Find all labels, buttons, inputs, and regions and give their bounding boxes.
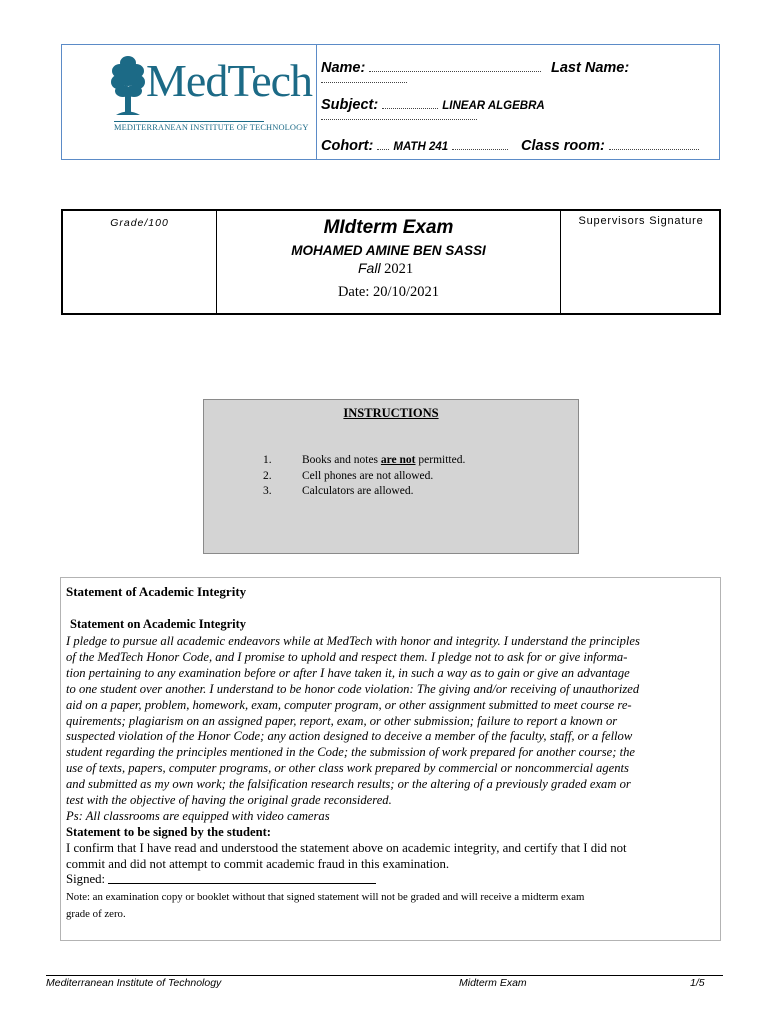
logo-wordmark: MedTech [146, 55, 313, 106]
medtech-logo [110, 53, 313, 139]
footer-doc-name: Midterm Exam [459, 977, 527, 989]
pledge-line: I pledge to pursue all academic endeavors while at MedTech with honor and integrity. I understand the principles [66, 634, 640, 648]
instructions-box [203, 399, 579, 554]
pledge-line: tion pertaining to any examination before or after I have taken it, in such a way as to gain or give an advantage [66, 665, 630, 680]
confirm-text [66, 840, 627, 872]
list-item: 1. Books and notes are not permitted. [263, 454, 466, 466]
classroom-field[interactable] [521, 138, 699, 154]
note-line: grade of zero. [66, 907, 126, 920]
pledge-line: to one student over another. I understand to be honor code violation: The giving and/or receiving of unauthorized [66, 681, 640, 696]
signed-heading: Statement to be signed by the student: [66, 825, 271, 839]
grade-label: Grade/100 [110, 217, 169, 229]
classroom-label: Class room: [521, 138, 605, 154]
pledge-line: aid on a paper, problem, homework, exam, computer program, or other assignment submitted to meet course re- [66, 697, 632, 712]
subject-label: Subject: [321, 97, 379, 113]
term [358, 260, 413, 278]
pledge-line: suspected violation of the Honor Code; any action designed to deceive a member of the faculty, staff, or a fellow [66, 729, 633, 744]
pledge-line: and submitted as my own work; the falsification research results; or the altering of a previously graded exam or [66, 777, 631, 792]
confirm-line: commit and did not attempt to commit academic fraud in this examination. [66, 857, 450, 871]
subject-value: LINEAR ALGEBRA [442, 100, 545, 112]
academic-integrity-box [60, 577, 721, 941]
pledge-line: student regarding the principles mentioned in the Code; the submission of work prepared for another course; the [66, 745, 635, 760]
instructions-title: INSTRUCTIONS [343, 406, 439, 420]
footer-page-number: 1/5 [690, 977, 705, 989]
footer-rule [46, 975, 723, 976]
list-item: 3. Calculators are allowed. [263, 485, 414, 497]
pledge-line: use of texts, papers, computer programs, or other class work prepared by commercial or noncommercial agents [66, 761, 629, 776]
last-name-label: Last Name: [551, 60, 630, 76]
cohort-field [321, 138, 508, 154]
cohort-label: Cohort: [321, 138, 374, 154]
cohort-value: MATH 241 [393, 141, 449, 153]
term-label: Fall [358, 260, 381, 276]
signature-line[interactable] [108, 883, 376, 884]
exam-title: MIdterm Exam [323, 217, 454, 238]
header-divider [316, 45, 317, 159]
signed-label: Signed: [66, 872, 106, 886]
confirm-line: I confirm that I have read and understood the statement above on academic integrity, and certify that I did not [66, 841, 627, 855]
pledge-text [66, 634, 640, 809]
list-item: 2. Cell phones are not allowed. [263, 470, 434, 482]
integrity-subheading: Statement on Academic Integrity [70, 617, 247, 631]
signed-field[interactable] [66, 872, 376, 887]
instructor-name: MOHAMED AMINE BEN SASSI [291, 243, 486, 258]
tree-icon [110, 53, 146, 119]
pledge-line: quirements; plagiarism on an assigned paper, report, exam, or other submission; failure to report a known or [66, 713, 618, 728]
integrity-heading: Statement of Academic Integrity [66, 584, 247, 599]
footer-institution: Mediterranean Institute of Technology [46, 977, 222, 989]
logo-subtitle: MEDITERRANEAN INSTITUTE OF TECHNOLOGY [114, 123, 309, 132]
header-box [61, 44, 720, 160]
name-label: Name: [321, 60, 366, 76]
subject-field [321, 97, 545, 113]
pledge-line: of the MedTech Honor Code, and I promise to uphold and respect them. I pledge not to ask for or give informa- [66, 649, 628, 664]
ps-note: Ps: All classrooms are equipped with video cameras [66, 809, 330, 823]
exam-date: Date: 20/10/2021 [337, 284, 440, 300]
note-line: Note: an examination copy or booklet without that signed statement will not be graded and will receive a midterm exam [66, 891, 585, 903]
exam-info-box [61, 209, 721, 315]
pledge-line: test with the objective of having the original grade reconsidered. [66, 793, 392, 808]
term-year: 2021 [384, 261, 414, 277]
supervisor-signature-label: Supervisors Signature [578, 215, 704, 227]
name-field[interactable] [321, 60, 541, 76]
note-text [66, 889, 584, 922]
